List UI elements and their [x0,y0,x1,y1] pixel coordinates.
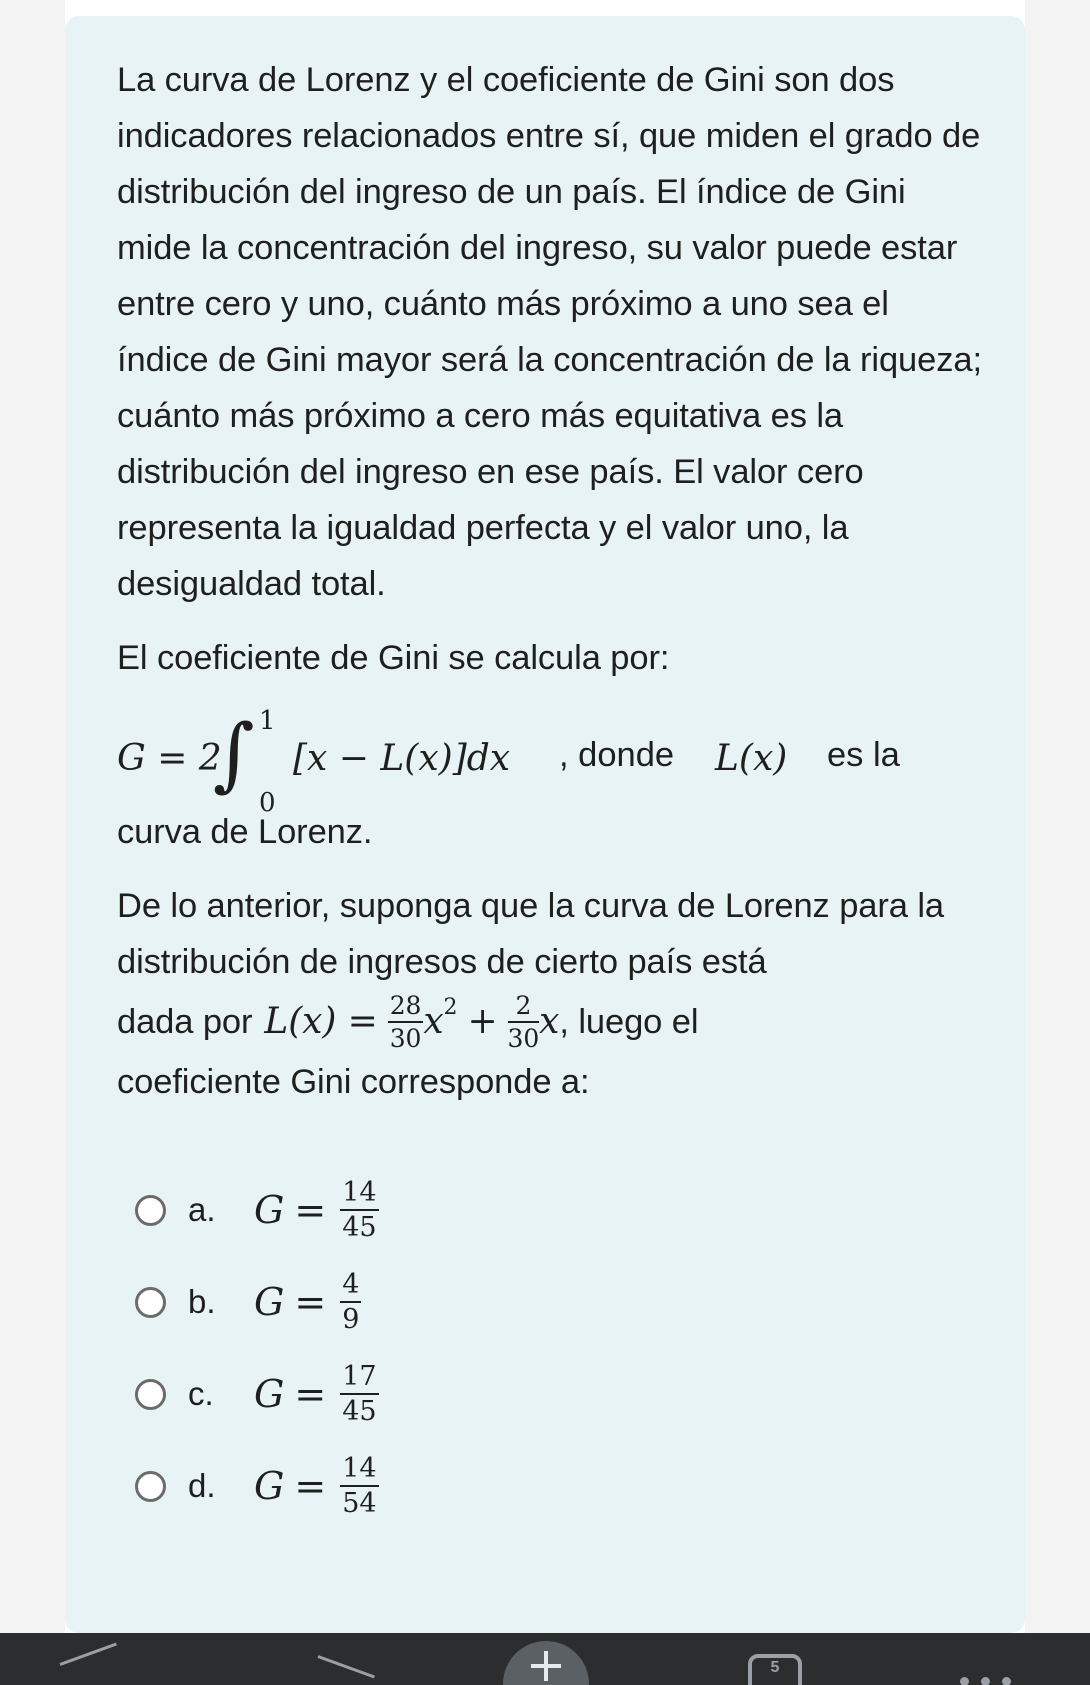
option-fraction [340,1179,378,1241]
lorenz-plus: + [467,1001,498,1042]
forward-arrow-icon[interactable] [318,1655,366,1675]
option-b[interactable] [117,1256,985,1348]
option-eq: = [294,1188,327,1232]
option-var: G [254,1372,285,1416]
right-margin [1025,0,1090,1633]
integrand: [x − L(x)]dx [293,738,511,779]
lorenz-fraction-1 [388,993,424,1051]
answer-options [117,1164,985,1532]
option-letter: b. [188,1283,216,1320]
option-formula [254,1455,379,1517]
option-numerator: 4 [340,1271,361,1303]
integral-sign: ∫ [213,707,255,800]
formula-after-text: , donde [559,736,675,774]
integral-lower-limit: 0 [259,788,276,818]
left-margin [0,0,65,1633]
option-denominator: 45 [342,1212,377,1243]
option-var: G [254,1280,285,1324]
gini-formula-intro: El coeficiente de Gini se calcula por: [117,639,670,677]
fraction-1-denominator: 30 [389,1024,422,1053]
option-fraction [340,1455,378,1517]
option-denominator: 54 [342,1488,377,1519]
option-denominator: 9 [342,1304,360,1335]
formula-lhs: G = 2 [117,738,222,779]
option-letter: c. [188,1375,214,1412]
fraction-1-numerator: 28 [388,993,424,1023]
option-d[interactable] [117,1440,985,1532]
lorenz-term-1: x [423,1001,444,1042]
dada-por-text: dada por [117,1003,253,1041]
lorenz-fraction-2 [508,993,540,1051]
option-fraction [340,1363,378,1425]
option-fraction [340,1271,361,1333]
more-options-icon[interactable] [960,1673,1040,1683]
question-intro-text: La curva de Lorenz y el coeficiente de Gini son dos indicadores relacionados entre sí, que miden el grado de distribución del ingreso de un país. El índice de Gini mide la concentración del ingreso, su valor puede estar entre cero y uno, cuánto más próximo a uno sea el índice de Gini mayor será la concentración de la riqueza; cuánto más próximo a cero más equitativa es la distribución del ingreso en ese país. El valor cero representa la igualdad perfecta y el valor uno, la desigualdad total. [117,61,982,603]
option-numerator: 14 [340,1455,378,1487]
lorenz-lhs: L(x) = [264,1001,378,1042]
back-arrow-icon[interactable] [60,1663,108,1673]
radio-button[interactable] [135,1471,166,1502]
option-eq: = [294,1464,327,1508]
option-denominator: 45 [342,1396,377,1427]
option-a[interactable] [117,1164,985,1256]
option-c[interactable] [117,1348,985,1440]
option-formula [254,1363,379,1425]
option-var: G [254,1464,285,1508]
gini-formula [117,696,985,816]
option-letter: d. [188,1467,216,1504]
integral-upper-limit: 1 [259,706,276,736]
option-formula [254,1179,379,1241]
lorenz-exponent: 2 [443,995,458,1020]
lorenz-function-line [117,990,985,1054]
lorenz-term-2: x [539,1001,560,1042]
fraction-2-numerator: 2 [508,993,540,1023]
lorenz-symbol: L(x) [715,738,788,779]
radio-button[interactable] [135,1287,166,1318]
question-card [65,16,1025,1633]
option-var: G [254,1188,285,1232]
formula-tail-text: es la [827,736,900,774]
option-letter: a. [188,1191,216,1228]
tabs-count-icon[interactable]: 5 [748,1654,802,1685]
browser-bottom-bar [0,1633,1090,1685]
fraction-2-denominator: 30 [507,1024,540,1053]
lorenz-tail-text: , luego el [559,1003,699,1041]
option-formula [254,1271,361,1333]
option-eq: = [294,1280,327,1324]
radio-button[interactable] [135,1379,166,1410]
option-eq: = [294,1372,327,1416]
radio-button[interactable] [135,1195,166,1226]
lorenz-intro-text: De lo anterior, suponga que la curva de Lorenz para la distribución de ingresos de cierto país está [117,887,944,981]
option-numerator: 17 [340,1363,378,1395]
new-tab-plus-icon[interactable] [503,1641,589,1685]
option-numerator: 14 [340,1179,378,1211]
formula-continuation: curva de Lorenz. [117,813,373,851]
question-end-text: coeficiente Gini corresponde a: [117,1063,590,1101]
